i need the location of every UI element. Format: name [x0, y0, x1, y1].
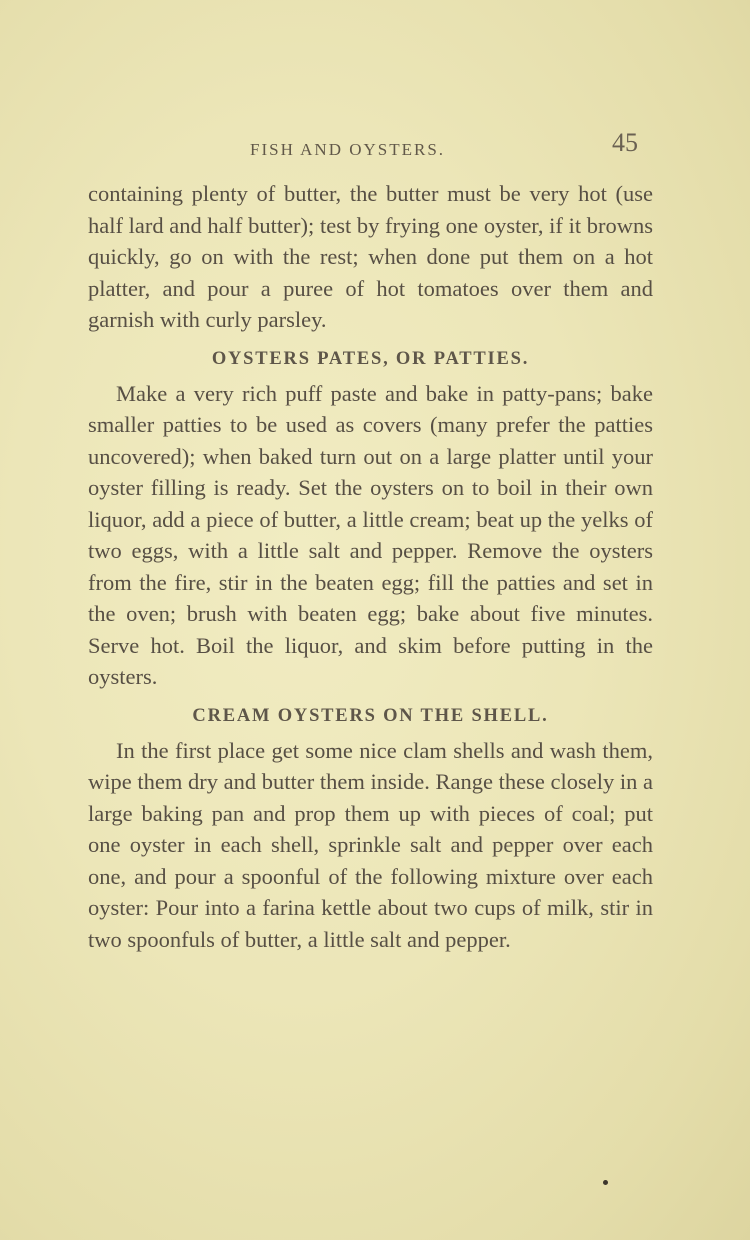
- ink-speck: [603, 1180, 608, 1185]
- continuation-paragraph: containing plenty of butter, the butter must be very hot (use half lard and half butter); test by frying one oyster, if it browns quickly, go on with the rest; when done put them on a hot platter, and pour a puree of hot tomatoes over them and garnish with curly parsley.: [88, 181, 653, 332]
- section-body-cream-oysters: In the first place get some nice clam shells and wash them, wipe them dry and butter them inside. Range these closely in a large baking pan and prop them up with pieces of coal; put one oyster in each shell, sprinkle salt and pepper over each one, and pour a spoonful of the following mixture over each oyster: Pour into a farina kettle about two cups of milk, stir in two spoonfuls of butter, a little salt and pepper.: [88, 737, 653, 952]
- running-head: [0, 128, 750, 170]
- section-heading-patties: OYSTERS PATES, OR PATTIES.: [211, 348, 530, 369]
- page-body: [88, 178, 653, 1118]
- section-heading-cream-oysters: CREAM OYSTERS ON THE SHELL.: [192, 705, 549, 726]
- running-title: FISH AND OYSTERS.: [250, 140, 446, 159]
- section-body-patties: Make a very rich puff paste and bake in patty-pans; bake smaller patties to be used as covers (many prefer the patties uncovered); when baked turn out on a large platter until your oyster filling is ready. Set the oysters on to boil in their own liquor, add a piece of butter, a little cream; beat up the yelks of two eggs, with a little salt and pepper. Remove the oysters from the fire, stir in the beaten egg; fill the patties and set in the oven; brush with beaten egg; bake about five minutes. Serve hot. Boil the liquor, and skim before putting in the oysters.: [88, 380, 653, 689]
- page-number: 45: [612, 128, 638, 157]
